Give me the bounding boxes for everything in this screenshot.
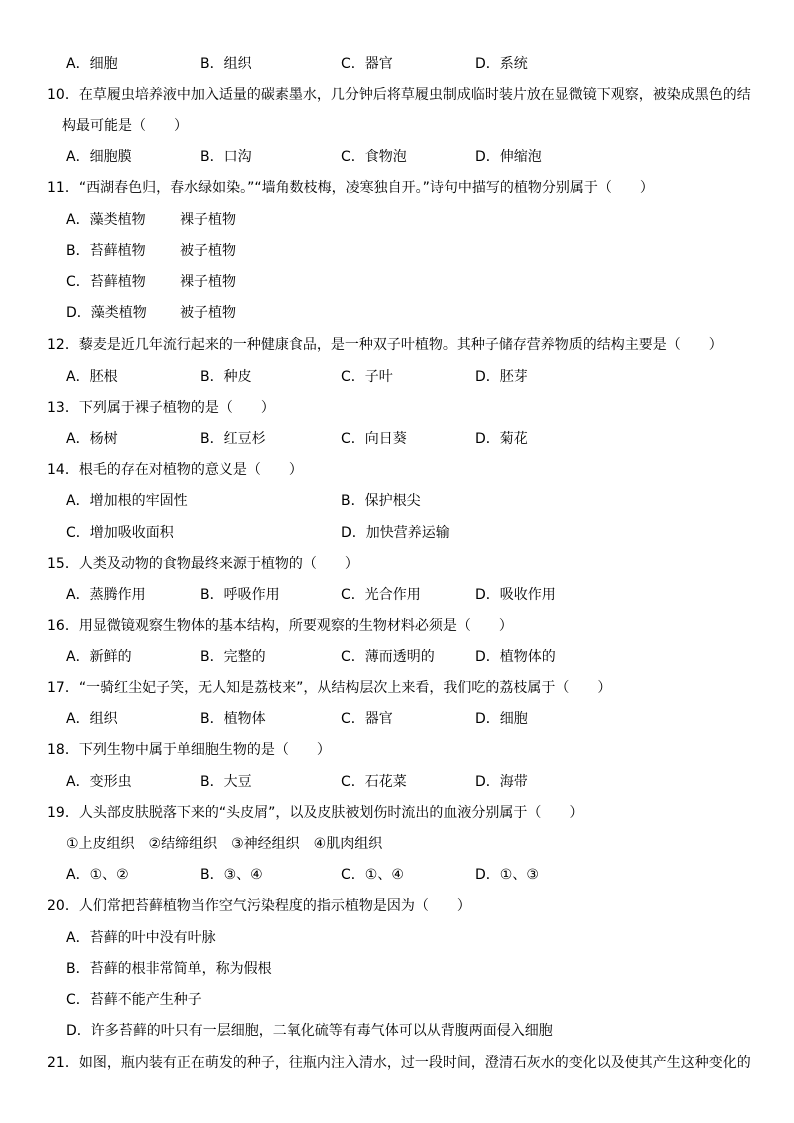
q9-option-d: D．系统 [475, 56, 528, 72]
q18-option-d: D．海带 [475, 774, 528, 790]
q14-option-d: D．加快营养运输 [341, 525, 450, 541]
q18-option-c: C．石花菜 [341, 774, 407, 790]
q19-options [0, 864, 794, 886]
q20-option-d: D．许多苔藓的叶只有一层细胞，二氧化硫等有毒气体可以从背腹两面侵入细胞 [66, 1023, 553, 1039]
q15-stem: 15．人类及动物的食物最终来源于植物的（ ） [47, 556, 359, 572]
q13-option-b: B．红豆杉 [200, 431, 266, 447]
q18-stem: 18．下列生物中属于单细胞生物的是（ ） [47, 742, 331, 758]
q13-option-d: D．菊花 [475, 431, 528, 447]
q19-stem: 19．人头部皮肤脱落下来的“头皮屑”，以及皮肤被划伤时流出的血液分别属于（ ） [47, 805, 584, 821]
q17-option-d: D．细胞 [475, 711, 528, 727]
q19-tissue-list: ①上皮组织 ②结缔组织 ③神经组织 ④肌肉组织 [66, 836, 383, 852]
q12-option-a: A．胚根 [66, 369, 118, 385]
q16-options [0, 646, 794, 668]
q11-option-b-second: 被子植物 [180, 243, 236, 259]
q10-option-a: A．细胞膜 [66, 149, 132, 165]
q9-options [0, 53, 794, 75]
q14-stem: 14．根毛的存在对植物的意义是（ ） [47, 462, 303, 478]
q18-options [0, 771, 794, 793]
q10-options [0, 146, 794, 168]
q12-option-b: B．种皮 [200, 369, 252, 385]
q20-option-c: C．苔藓不能产生种子 [66, 992, 202, 1008]
q13-options [0, 428, 794, 450]
q19-option-a: A．①、② [66, 867, 129, 883]
q15-option-a: A．蒸腾作用 [66, 587, 146, 603]
q11-option-a-label: A．藻类植物 [66, 212, 146, 228]
q16-option-a: A．新鲜的 [66, 649, 132, 665]
q13-option-a: A．杨树 [66, 431, 118, 447]
q13-option-c: C．向日葵 [341, 431, 407, 447]
q15-option-c: C．光合作用 [341, 587, 421, 603]
q14-option-c: C．增加吸收面积 [66, 525, 174, 541]
q11-option-d-label: D．藻类植物 [66, 305, 147, 321]
q15-option-b: B．呼吸作用 [200, 587, 280, 603]
q17-option-b: B．植物体 [200, 711, 266, 727]
q17-stem: 17．“一骑红尘妃子笑，无人知是荔枝来”，从结构层次上来看，我们吃的荔枝属于（ ） [47, 680, 612, 696]
q11-option-d-second: 被子植物 [180, 305, 236, 321]
q16-option-d: D．植物体的 [475, 649, 556, 665]
q14-option-b: B．保护根尖 [341, 493, 421, 509]
q11-option-a-second: 裸子植物 [180, 212, 236, 228]
q10-option-c: C．食物泡 [341, 149, 407, 165]
q15-options [0, 584, 794, 606]
q17-option-a: A．组织 [66, 711, 118, 727]
q20-option-b: B．苔藓的根非常简单，称为假根 [66, 961, 272, 977]
q12-stem: 12．藜麦是近几年流行起来的一种健康食品，是一种双子叶植物。其种子储存营养物质的结构主要是（ ） [47, 337, 723, 353]
q12-option-d: D．胚芽 [475, 369, 528, 385]
q11-option-c [0, 271, 794, 293]
q13-stem: 13．下列属于裸子植物的是（ ） [47, 400, 275, 416]
q14-options-row1 [0, 490, 794, 512]
q14-options-row2 [0, 522, 794, 544]
q19-option-b: B．③、④ [200, 867, 263, 883]
q19-option-c: C．①、④ [341, 867, 404, 883]
q10-stem-line1: 10．在草履虫培养液中加入适量的碳素墨水，几分钟后将草履虫制成临时装片放在显微镜下观察，被染成黑色的结 [47, 87, 751, 103]
q12-options [0, 366, 794, 388]
q12-option-c: C．子叶 [341, 369, 393, 385]
q11-option-c-label: C．苔藓植物 [66, 274, 146, 290]
q16-stem: 16．用显微镜观察生物体的基本结构，所要观察的生物材料必须是（ ） [47, 618, 513, 634]
q11-stem: 11．“西湖春色归，春水绿如染。”“墙角数枝梅，凌寒独自开。”诗句中描写的植物分别属于（ ） [47, 180, 654, 196]
q9-option-b: B．组织 [200, 56, 252, 72]
q11-option-a [0, 209, 794, 231]
q15-option-d: D．吸收作用 [475, 587, 556, 603]
q11-option-b [0, 240, 794, 262]
q11-option-b-label: B．苔藓植物 [66, 243, 146, 259]
q14-option-a: A．增加根的牢固性 [66, 493, 188, 509]
q17-options [0, 708, 794, 730]
q17-option-c: C．器官 [341, 711, 393, 727]
q9-option-c: C．器官 [341, 56, 393, 72]
q16-option-b: B．完整的 [200, 649, 266, 665]
q11-option-d [0, 302, 794, 324]
q18-option-a: A．变形虫 [66, 774, 132, 790]
q21-stem-line1: 21．如图，瓶内装有正在萌发的种子，往瓶内注入清水，过一段时间，澄清石灰水的变化以及使其产生这种变化的 [47, 1055, 751, 1071]
q20-stem: 20．人们常把苔藓植物当作空气污染程度的指示植物是因为（ ） [47, 898, 471, 914]
q19-option-d: D．①、③ [475, 867, 539, 883]
q11-option-c-second: 裸子植物 [180, 274, 236, 290]
q10-option-d: D．伸缩泡 [475, 149, 542, 165]
q10-option-b: B．口沟 [200, 149, 252, 165]
q10-stem-line2: 构最可能是（ ） [62, 118, 188, 134]
q9-option-a: A．细胞 [66, 56, 118, 72]
q18-option-b: B．大豆 [200, 774, 252, 790]
q16-option-c: C．薄而透明的 [341, 649, 435, 665]
q20-option-a: A．苔藓的叶中没有叶脉 [66, 930, 216, 946]
